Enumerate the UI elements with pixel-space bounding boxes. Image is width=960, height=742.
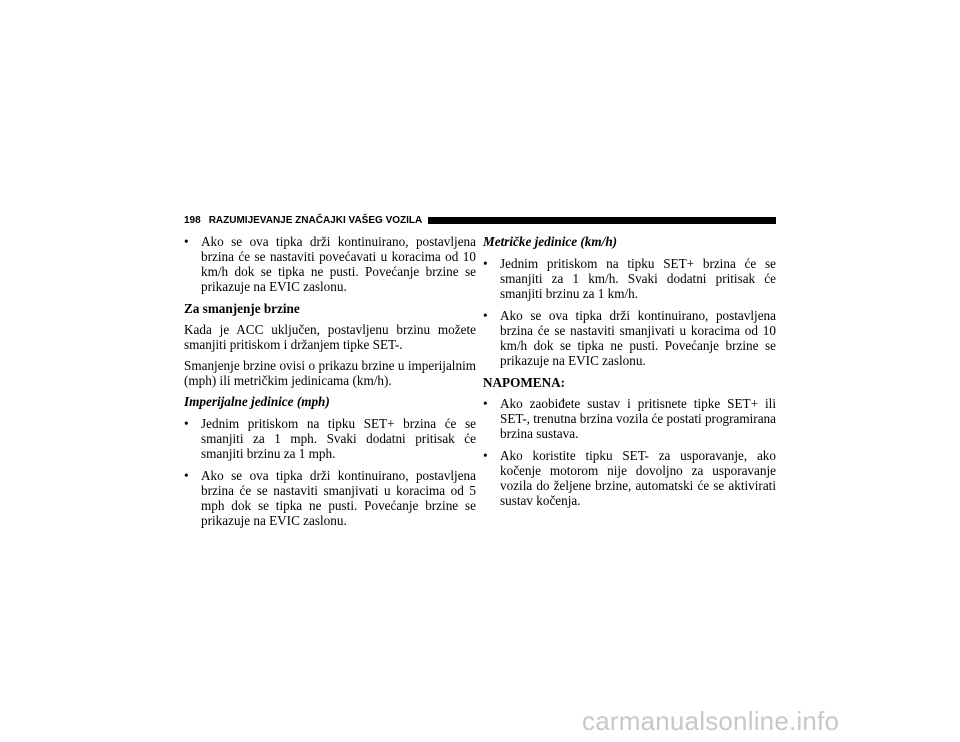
- paragraph: Kada je ACC uključen, postavljenu brzinu možete smanjiti pritiskom i držanjem tipke SET-.: [184, 322, 476, 352]
- list-item-text: Jednim pritiskom na tipku SET+ brzina će se smanjiti za 1 mph. Svaki dodatni pritisak će smanjiti brzinu za 1 mph.: [201, 416, 476, 461]
- bullet-glyph: •: [483, 448, 488, 463]
- list-item: [184, 468, 476, 528]
- heading-metric-units: Metričke jedinice (km/h): [483, 234, 618, 249]
- right-column: [483, 234, 776, 515]
- list-item-text: Ako se ova tipka drži kontinuirano, postavljena brzina će se nastaviti smanjivati u koracima od 5 mph dok se tipka ne pusti. Povećanje brzine se prikazuje na EVIC zaslonu.: [201, 468, 476, 528]
- list-item-text: Ako se ova tipka drži kontinuirano, postavljena brzina će se nastaviti povećavati u koracima od 10 km/h dok se tipka ne pusti. Povećanje brzine se prikazuje na EVIC zaslonu.: [201, 234, 476, 294]
- list-item-text: Ako zaobiđete sustav i pritisnete tipke SET+ ili SET-, trenutna brzina vozila će postati programirana brzina sustava.: [500, 396, 776, 441]
- bullet-glyph: •: [483, 396, 488, 411]
- list-item: [483, 396, 776, 441]
- watermark: carmanualsonline.info: [582, 706, 840, 736]
- list-item: [483, 308, 776, 368]
- bullet-glyph: •: [483, 308, 488, 323]
- bullet-glyph: •: [184, 468, 189, 483]
- bullet-glyph: •: [184, 234, 189, 249]
- list-item-text: Ako koristite tipku SET- za usporavanje, ako kočenje motorom nije dovoljno za usporavanje vozila do željene brzine, automatski će se aktivirati sustav kočenja.: [500, 448, 776, 508]
- section-title: RAZUMIJEVANJE ZNAČAJKI VAŠEG VOZILA: [208, 214, 423, 226]
- left-column: [184, 234, 476, 535]
- bullet-glyph: •: [483, 256, 488, 271]
- list-item: [483, 256, 776, 301]
- page-header: [184, 212, 776, 228]
- list-item: [483, 448, 776, 508]
- page-number: 198: [184, 214, 201, 226]
- heading-imperial-units: Imperijalne jedinice (mph): [184, 394, 330, 409]
- bullet-glyph: •: [184, 416, 189, 431]
- heading-decrease-speed: Za smanjenje brzine: [184, 301, 300, 316]
- note-heading: NAPOMENA:: [483, 375, 566, 390]
- list-item: [184, 234, 476, 294]
- paragraph: Smanjenje brzine ovisi o prikazu brzine u imperijalnim (mph) ili metričkim jedinicama (km/h).: [184, 358, 476, 388]
- list-item: [184, 416, 476, 461]
- list-item-text: Jednim pritiskom na tipku SET+ brzina će se smanjiti za 1 km/h. Svaki dodatni pritisak će smanjiti brzinu za 1 km/h.: [500, 256, 776, 301]
- list-item-text: Ako se ova tipka drži kontinuirano, postavljena brzina će se nastaviti smanjivati u koracima od 10 km/h dok se tipka ne pusti. Povećanje brzine se prikazuje na EVIC zaslonu.: [500, 308, 776, 368]
- header-rule: [428, 217, 776, 224]
